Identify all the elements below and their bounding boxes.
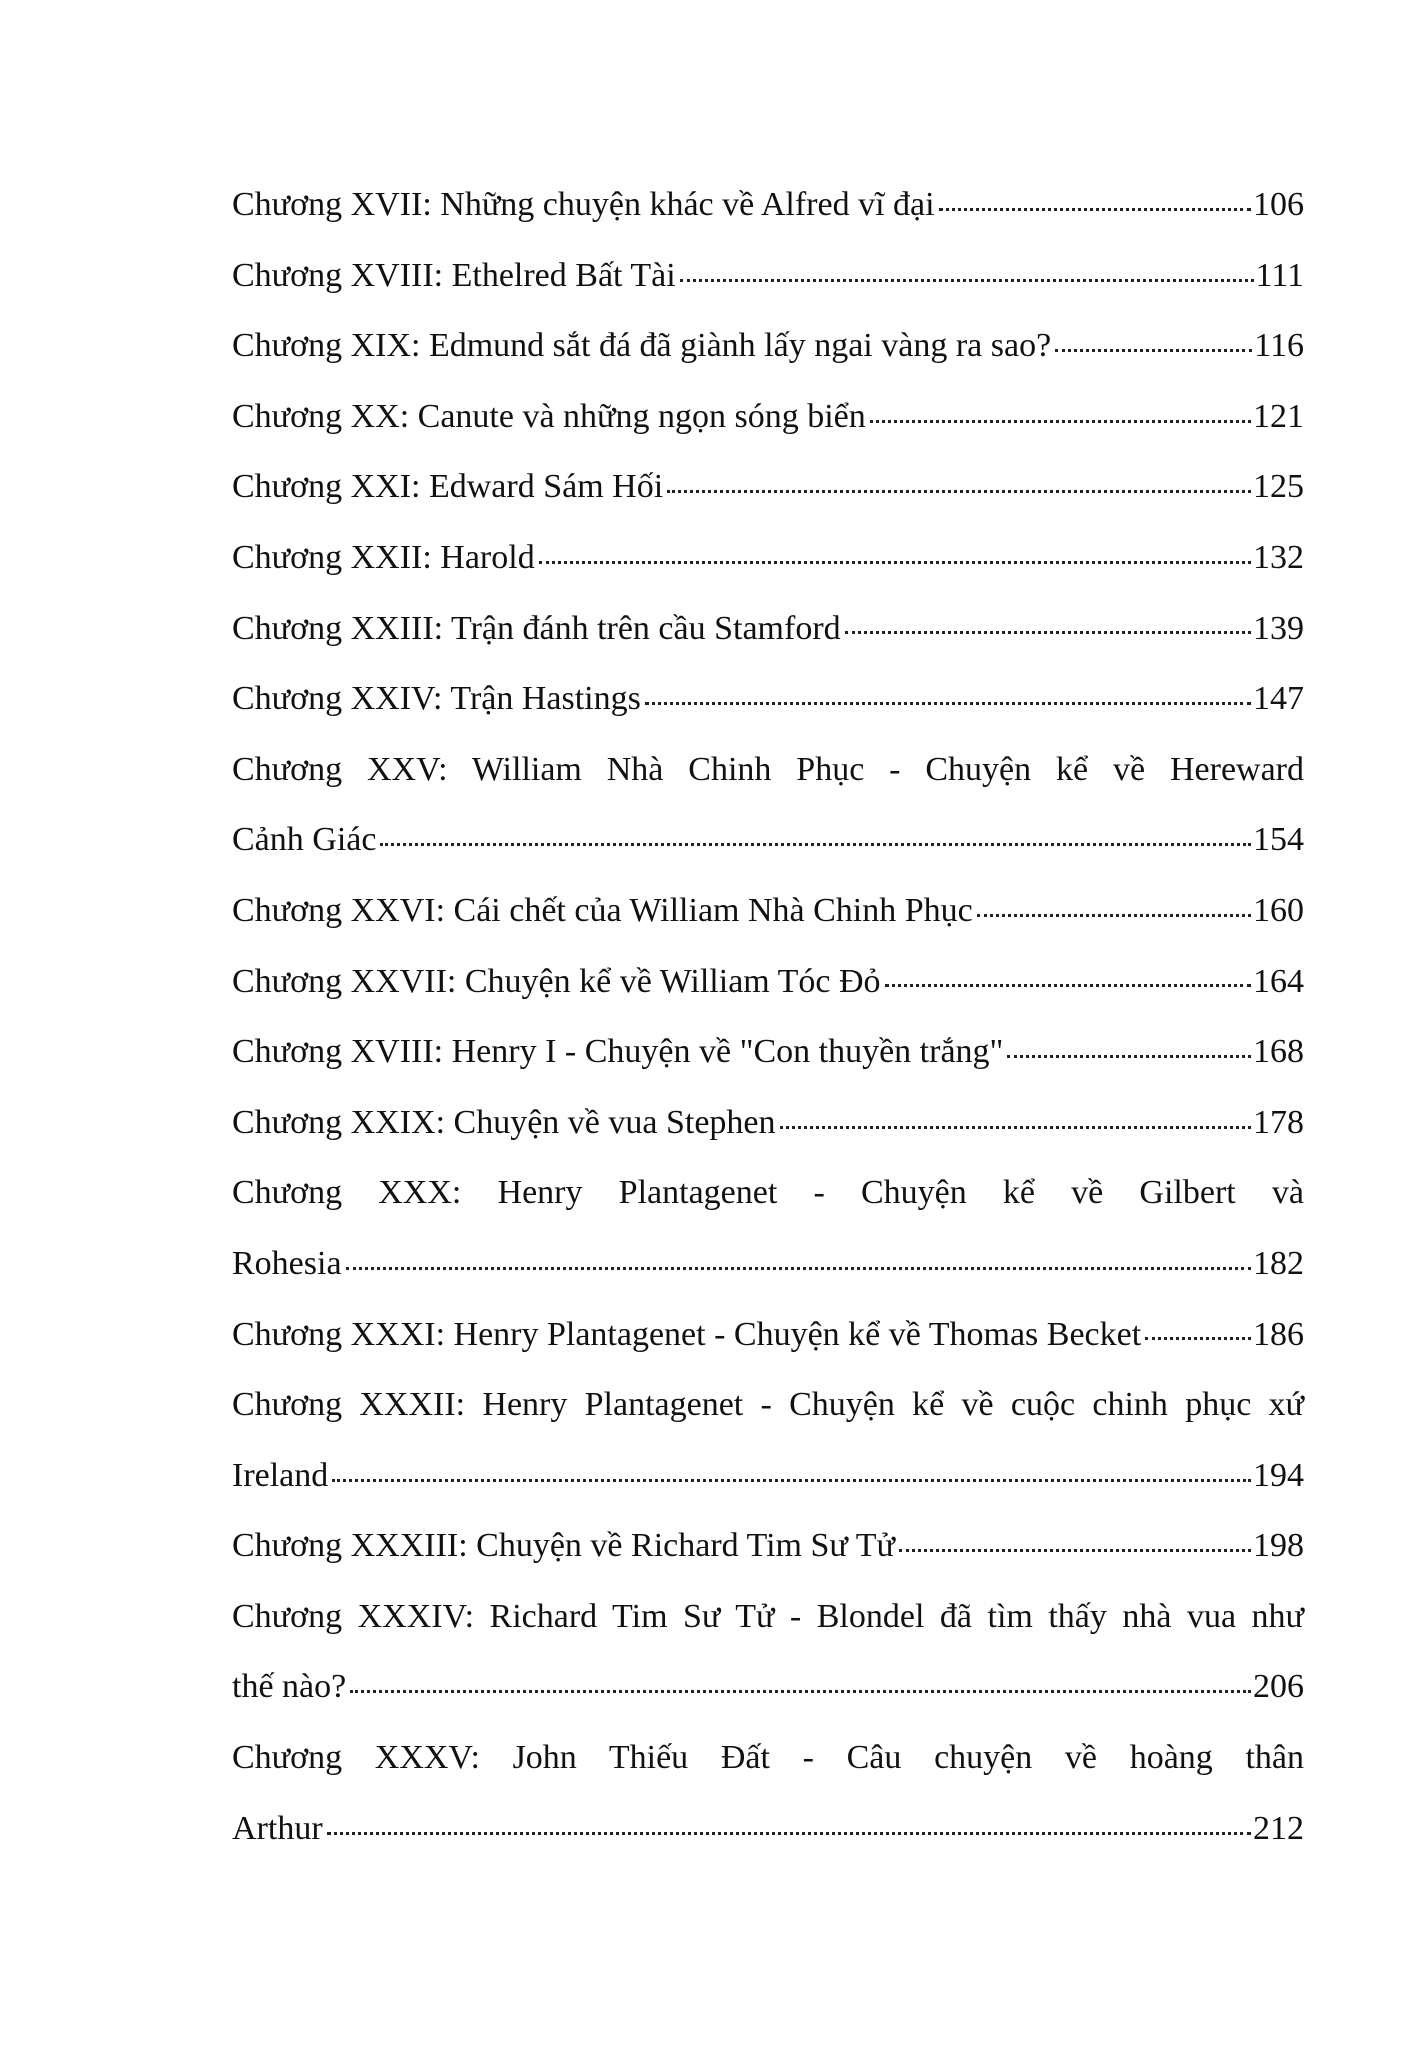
toc-entry-title: Chương XXX: Henry Plantagenet - Chuyện kể về Gilbert và [232,1174,1304,1212]
toc-entry-title: Chương XXXI: Henry Plantagenet - Chuyện kể về Thomas Becket [232,1315,1142,1353]
dotted-leader [939,181,1251,215]
toc-entry-title: Chương XXXV: John Thiếu Đất - Câu chuyện về hoàng thân [232,1739,1304,1777]
toc-entry[interactable] [232,1088,1304,1159]
toc-entry-line-with-page [232,876,1304,947]
toc-entry-line-with-page [232,1088,1304,1159]
table-of-contents [232,170,1304,1864]
toc-entry-title: Chương XXIX: Chuyện về vua Stephen [232,1103,776,1141]
toc-entry-title: Rohesia [232,1244,342,1282]
toc-page-number: 125 [1253,468,1304,506]
toc-entry-title: Arthur [232,1809,323,1847]
dotted-leader [885,958,1251,992]
toc-entry-title: Chương XXIV: Trận Hastings [232,680,641,718]
toc-entry-title: Chương XVII: Những chuyện khác về Alfred vĩ đại [232,186,935,223]
dotted-leader [1007,1028,1251,1062]
toc-page-number: 160 [1253,891,1304,929]
toc-entry-line-with-page [232,241,1304,312]
toc-entry[interactable] [232,523,1304,594]
dotted-leader [977,887,1251,921]
toc-entry-line [232,1158,1304,1229]
toc-entry-line-with-page [232,1300,1304,1371]
toc-entry-line-with-page [232,664,1304,735]
toc-entry[interactable] [232,876,1304,947]
toc-entry-title: Ireland [232,1456,329,1494]
toc-entry[interactable] [232,664,1304,735]
toc-entry[interactable] [232,1158,1304,1299]
toc-entry-title: Chương XXI: Edward Sám Hối [232,468,664,506]
toc-entry-title: Chương XXXIII: Chuyện về Richard Tim Sư Tử [232,1527,895,1565]
toc-entry[interactable] [232,594,1304,665]
dotted-leader [780,1099,1251,1133]
toc-entry-line-with-page [232,594,1304,665]
toc-entry[interactable] [232,1582,1304,1723]
dotted-leader [1055,322,1252,356]
toc-entry-title: Chương XXIII: Trận đánh trên cầu Stamford [232,609,841,647]
dotted-leader [539,534,1251,568]
toc-entry-line [232,1582,1304,1653]
dotted-leader [899,1522,1251,1556]
toc-page-number: 111 [1255,256,1304,294]
toc-page-number: 168 [1253,1033,1304,1071]
toc-entry-title: Chương XX: Canute và những ngọn sóng biển [232,397,866,435]
toc-entry-line [232,1370,1304,1441]
toc-entry-title: thế nào? [232,1668,347,1706]
toc-entry-title: Chương XXII: Harold [232,538,535,576]
toc-page-number: 132 [1253,538,1304,576]
toc-entry-title: Chương XXXIV: Richard Tim Sư Tử - Blondel đã tìm thấy nhà vua như [232,1597,1304,1635]
dotted-leader [870,393,1251,427]
toc-page-number: 147 [1253,680,1304,718]
toc-entry-line-with-page [232,947,1304,1018]
toc-entry[interactable] [232,241,1304,312]
dotted-leader [350,1663,1251,1697]
toc-entry-title: Cảnh Giác [232,821,377,859]
dotted-leader [332,1452,1251,1486]
toc-entry-title: Chương XXVI: Cái chết của William Nhà Chinh Phục [232,891,973,929]
toc-entry-line-with-page [232,1794,1304,1865]
toc-entry-line-with-page [232,1441,1304,1512]
toc-page-number: 121 [1253,397,1304,435]
toc-page-number: 106 [1253,186,1304,223]
toc-entry[interactable] [232,382,1304,453]
toc-page-number: 186 [1253,1315,1304,1353]
toc-page-number: 154 [1253,821,1304,859]
toc-entry-title: Chương XXXII: Henry Plantagenet - Chuyện kể về cuộc chinh phục xứ [232,1386,1304,1424]
toc-entry-line-with-page [232,523,1304,594]
toc-entry[interactable] [232,1370,1304,1511]
toc-entry-line-with-page [232,170,1304,241]
toc-entry-line-with-page [232,1229,1304,1300]
toc-entry[interactable] [232,452,1304,523]
toc-entry-line-with-page [232,382,1304,453]
dotted-leader [1145,1311,1251,1345]
toc-entry[interactable] [232,311,1304,382]
toc-page-number: 194 [1253,1456,1304,1494]
toc-page-number: 212 [1253,1809,1304,1847]
toc-entry-line [232,735,1304,806]
dotted-leader [346,1240,1251,1274]
toc-entry-line-with-page [232,1017,1304,1088]
dotted-leader [680,252,1254,286]
dotted-leader [645,675,1251,709]
toc-entry[interactable] [232,947,1304,1018]
toc-entry-line-with-page [232,805,1304,876]
toc-entry-title: Chương XXV: William Nhà Chinh Phục - Chuyện kể về Hereward [232,750,1304,788]
toc-entry-line-with-page [232,1511,1304,1582]
toc-entry-line-with-page [232,311,1304,382]
toc-entry[interactable] [232,1511,1304,1582]
toc-page-number: 178 [1253,1103,1304,1141]
dotted-leader [845,605,1251,639]
toc-page-number: 139 [1253,609,1304,647]
toc-entry[interactable] [232,1300,1304,1371]
toc-entry[interactable] [232,1723,1304,1864]
toc-entry-title: Chương XXVII: Chuyện kể về William Tóc Đỏ [232,962,881,1000]
toc-entry-line-with-page [232,1652,1304,1723]
toc-entry-line-with-page [232,452,1304,523]
dotted-leader [327,1805,1251,1839]
toc-entry-title: Chương XIX: Edmund sắt đá đã giành lấy ngai vàng ra sao? [232,327,1052,365]
dotted-leader [667,463,1251,497]
toc-entry[interactable] [232,735,1304,876]
toc-entry-line [232,1723,1304,1794]
toc-page-number: 206 [1253,1668,1304,1706]
dotted-leader [380,816,1251,850]
toc-entry-title: Chương XVIII: Ethelred Bất Tài [232,256,676,294]
toc-page-number: 116 [1254,327,1304,365]
toc-entry[interactable] [232,1017,1304,1088]
toc-entry[interactable] [232,170,1304,241]
toc-entry-title: Chương XVIII: Henry I - Chuyện về "Con thuyền trắng" [232,1033,1004,1071]
toc-page-number: 198 [1253,1527,1304,1565]
toc-page-number: 164 [1253,962,1304,1000]
toc-page-number: 182 [1253,1244,1304,1282]
